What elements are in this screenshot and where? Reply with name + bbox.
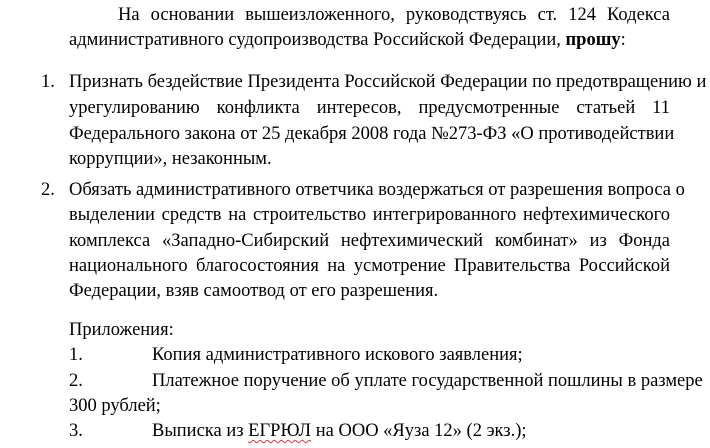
request-word: благосостояния [195, 256, 319, 276]
request-line [69, 230, 670, 256]
request-word: 11 [652, 98, 670, 118]
request-line [69, 204, 670, 230]
intro-line-2 [69, 29, 626, 55]
request-line: коррупции», незаконным. [69, 149, 272, 169]
intro-word: руководствуясь [405, 5, 527, 25]
request-word: из [589, 231, 607, 251]
request-line [69, 255, 670, 281]
request-word: конфликта [216, 98, 300, 118]
request-line [69, 97, 670, 123]
attachment-continuation: 300 рублей; [69, 396, 161, 416]
request-number: 2. [41, 180, 55, 200]
attachment-number: 1. [69, 345, 83, 365]
attachment-number: 2. [69, 371, 83, 391]
attachment-text [152, 420, 527, 446]
request-word: средств [161, 205, 222, 225]
request-word: статьей [576, 98, 636, 118]
intro-word: ст. [537, 5, 558, 25]
request-word: Правительства [454, 256, 571, 276]
request-word: усмотрение [353, 256, 446, 276]
intro-text: административного судопроизводства Российской Федерации, [69, 30, 566, 50]
request-word: предусмотренные [418, 98, 560, 118]
attachment-text-part: на ООО «Яуза 12» (2 экз.); [311, 421, 527, 441]
attachment-text-part: Выписка из [152, 421, 249, 441]
request-number: 1. [41, 72, 55, 92]
attachments-heading: Приложения: [69, 320, 174, 340]
request-word: Российской [578, 256, 670, 276]
request-word: нефтехимический [340, 231, 484, 251]
request-word: комплекса [69, 231, 151, 251]
request-word: выделении [69, 205, 155, 225]
request-word: «Западно-Сибирский [161, 231, 330, 251]
attachment-number: 3. [69, 421, 83, 441]
request-word: интересов, [316, 98, 402, 118]
request-line: Признать бездействие Президента Российской Федерации по предотвращению и [69, 72, 707, 92]
intro-request-word: прошу [565, 30, 621, 50]
request-word: урегулированию [69, 98, 200, 118]
intro-word: основании [150, 5, 235, 25]
request-word: комбинат» [494, 231, 578, 251]
request-line: Обязать административного ответчика воздержаться от разрешения вопроса о [69, 180, 685, 200]
request-line: Федерального закона от 25 декабря 2008 года №273-ФЗ «О противодействии [69, 124, 675, 144]
intro-line-1 [118, 4, 670, 30]
intro-tail: : [620, 30, 626, 50]
intro-word: 124 [568, 5, 596, 25]
spellcheck-flagged-word[interactable]: ЕГРЮЛ [248, 421, 312, 441]
request-line: Федерации, взяв самоотвод от его разрешения. [69, 281, 439, 301]
request-word: национального [69, 256, 188, 276]
request-word: нефтехимического [522, 205, 670, 225]
attachment-text: Платежное поручение об уплате государственной пошлины в размере [152, 371, 703, 391]
intro-word: вышеизложенного, [245, 5, 395, 25]
request-word: строительство [253, 205, 367, 225]
attachment-text: Копия административного искового заявления; [152, 345, 523, 365]
request-word: Фонда [618, 231, 670, 251]
request-word: на [228, 205, 247, 225]
request-word: интегрированного [372, 205, 517, 225]
intro-word: Кодекса [607, 5, 670, 25]
intro-word: На [118, 5, 140, 25]
request-word: на [327, 256, 346, 276]
